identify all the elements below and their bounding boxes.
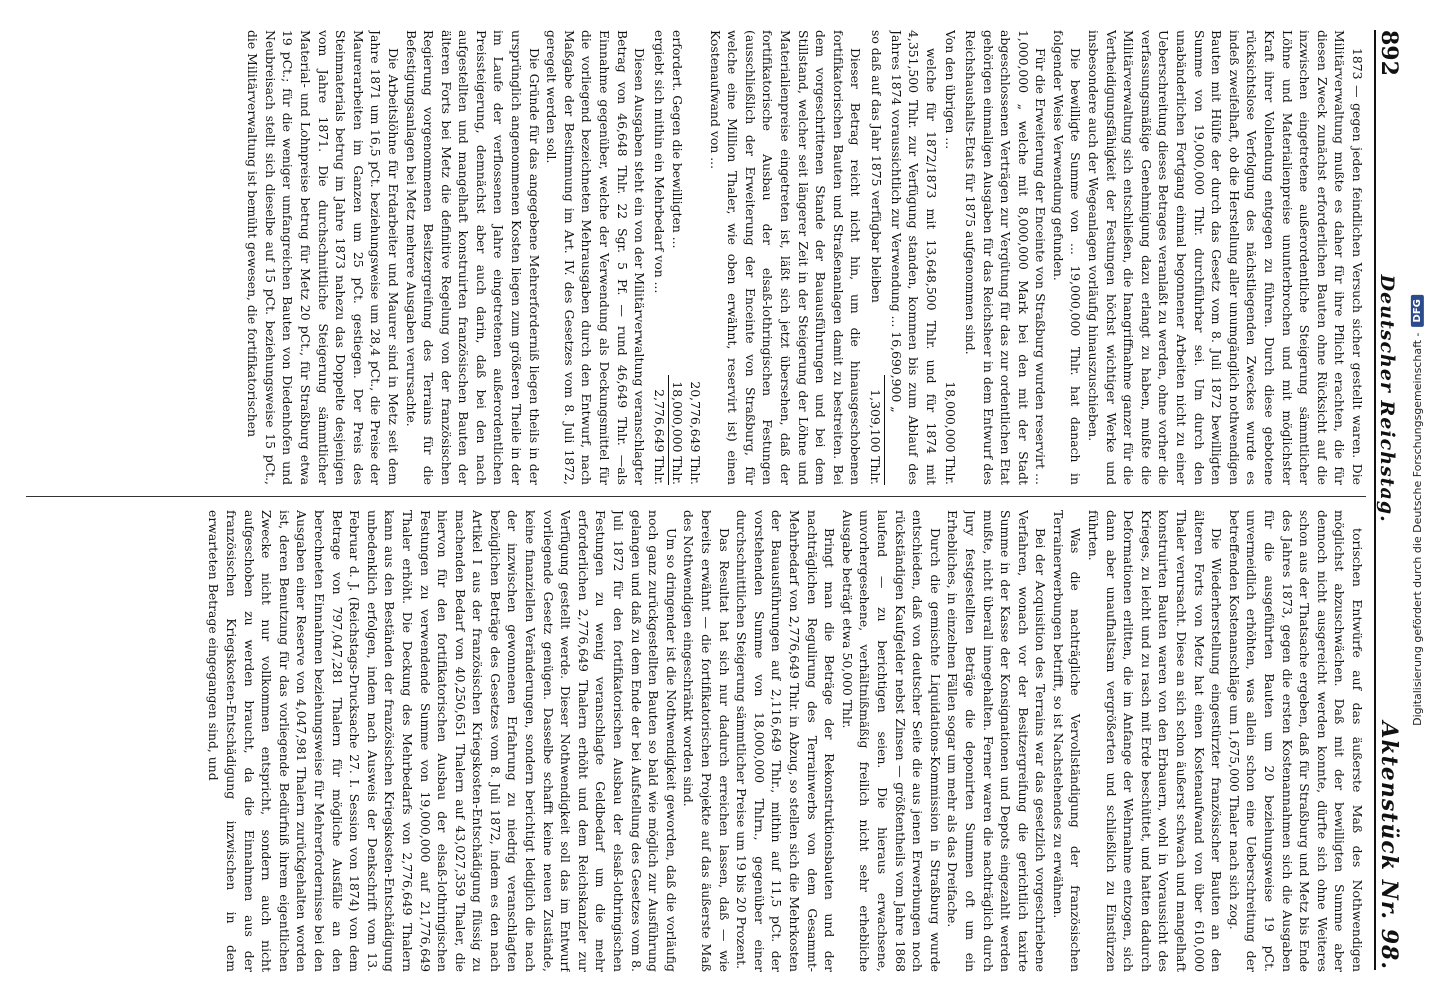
sum-label: ergiebt sich mithin ein Mehrbedarf von ... [651, 30, 667, 294]
sum-value: 18,000,000 Thlr. [943, 381, 959, 485]
sum-block [650, 30, 704, 485]
sum-row [866, 30, 885, 485]
paragraph: torischen Entwürfe auf das äußerste Maß des Nothwendigen möglichst abzuschwächen. Daß mit der bewilligten Summe aber dennoch nicht ausgereicht werden konnte, dürfte sich ohne Weiteres schon aus der Thatsache ergeben, daß für Straßburg und Metz bis Ende des Jahres 1873, gegen die ersten Kostenannahmen sich die Ausgaben für die ausgeführten Bauten um 20 beziehungsweise 19 pCt. unvermeidlich erhöhten, was allein schon eine Ueberschreitung der betreffenden Kostenanschläge um 1,675,000 Thaler nach sich zog. [1226, 510, 1365, 972]
paragraph: Bringt man die Beträge der Rekonstruktionsbauten und der nachträglichen Regulirung des Terrainwerbs von dem Gesammt-Mehrbedarf von 2,776,649 Thlr. in Abzug, so stellen sich die Mehrkosten der Bauausführungen auf 2,116,649 Thlr., mithin auf 11,5 pCt. der vorstehenden Summe von 18,000,000 Thlrn., gegenüber einer durchschnittlichen Steigerung sämmtlicher Preise um 19 bis 20 Prozent. [734, 510, 838, 972]
paragraph: Die Arbeitslöhne für Erdarbeiter und Maurer sind in Metz seit dem Jahre 1871 um 16,5 pCt. beziehungsweise um 28,4 pCt., die Preise der Maurerarbeiten im Ganzen um 25 pCt. gestiegen. Der Preis des Steinmaterials betrug im Jahre 1873 nahezu das Doppelte desjenigen vom Jahre 1871. Die durchschnittliche Steigerung sämmtlicher Material- und Lohnpreise betrug für Metz 20 pCt., für Straßburg etwa 19 pCt.; für die weniger umfangreichen Bauten von Diedenhofen und Neubreisach stellt sich dieselbe auf 15 pCt. beziehungsweise 15 pCt., die Militärverwaltung ist bemüht gewesen, die fortifikatorischen [245, 30, 401, 485]
running-title-right: Aktenstück Nr. 98. [1376, 721, 1402, 970]
paragraph: Das Resultat hat sich nur dadurch erreichen lassen, daß — wie bereits erwähnt — die fortifikatorischen Projekte auf das äußerste Maß des Nothwendigen eingeschränkt worden sind. [681, 510, 732, 972]
paragraph: Durch die gemischte Liquidations-Kommission in Straßburg wurde entschieden, daß von deutscher Seite die aus jenen Erwerbungen noch rückständigen Kaufgelder nebst Zinsen — größtentheils vom Jahre 1868 laufend — zu berichtigen seien. Die hieraus erwachsene, unvorhergesehene, verhältnißmäßig freilich nicht sehr erhebliche Ausgabe beträgt etwa 50,000 Thlr. [839, 510, 943, 972]
paragraph: Bei der Acquisition des Terrains war das gesetzlich vorgeschriebene Verfahren, wonach vor der Besitzergreifung die gerichtlich taxirte Summe in der Kasse der Konsignationen und Depots eingezahlt werden mußte, nicht überall innegehalten. Ferner waren die nachträglich durch Jury festgestellten Beträge die deponirten Summen oft um ein Erhebliches, in einzelnen Fällen sogar um mehr als das Dreifache. [945, 510, 1049, 972]
paragraph: Was die nachträgliche Vervollständigung der französischen Terrainerwerbungen betrifft, so ist Nachstehendes zu erwähnen. [1050, 510, 1084, 972]
sum-value: 20,776,649 Thlr. [688, 381, 704, 485]
sum-value: 2,776,649 Thlr. [651, 389, 667, 485]
page-header [1374, 30, 1410, 970]
text-column-right [26, 510, 1366, 972]
paragraph: Für die Erweiterung der Enceinte von Straßburg wurden reservirt ... 1,000,000 „ welche mit 8,000,000 Mark bei den mit der Stadt abgeschlossenen Verträgen zur Vergütung für das zur ordentlichen Etat gehörigen einmaligen Ausgaben für das Reichsheer in dem Entwurf des Reichshaushalts-Etats für 1875 aufgenommen sind. [962, 30, 1049, 485]
sum-row [668, 30, 687, 485]
sum-row [686, 30, 704, 485]
paragraph: Die Wiederherstellung eingestürzter französischer Bauten an den älteren Forts von Metz hat einen Kostenaufwand von über 610,000 Thaler verursacht. Diese an sich schon äußerst schwach und mangelhaft konstruirten Bauten waren von den Erbauern, wohl in Voraussicht des Krieges, zu leicht und zu rasch mit Erde beschüttet, und hatten dadurch Deformationen erlitten, die im Anfange der Wehrnahme entzogen, sich dann aber unaufhaltsam vergrößerten und schließlich zu Einstürzen führten. [1086, 510, 1225, 972]
watermark-text: Digitalisierung gefördert durch die Deutsche Forschungsgemeinschaft - [1410, 331, 1424, 726]
sum-row [650, 30, 668, 485]
sum-label [686, 30, 704, 367]
sum-block [866, 30, 885, 485]
digitization-watermark [1406, 30, 1428, 990]
paragraph: Die Gründe für das angegebene Mehrerforderniß liegen theils in der ursprünglich angenommenen Kosten liegen zum größeren Theile in der im Laufe der verflossenen Jahre eingetretenen außerordentlichen Preissteigerung, demnächst aber auch darin, daß bei den nach aufgestellten und mangelhaft konstruirten französischen Bauten der älteren Forts bei Metz die definitive Regelung von der französischen Regierung vorgenommenen Besitzergreifung des Terrains für die Befestigungsanlagen bei Metz mehrere Ausgaben verursachte. [403, 30, 542, 485]
sum-label: so daß auf das Jahr 1875 verfügbar bleiben [868, 30, 884, 303]
sum-row [942, 30, 960, 485]
paragraph: Um so dringender ist die Nothwendigkeit geworden, daß die vorläufig noch ganz zurückgestellten Bauten so bald wie möglich zur Ausführung gelangen und daß zu dem Ende der bei Aufstellung des Gesetzes vom 8. Juli 1872 für den fortifikatorischen Ausbau der elsaß-lothringischen Festungen zu wenig veranschlagte Geldbedarf um die mehr erforderlichen 2,776,649 Thalern erhöht und dem Reichskanzler zur Verfügung gestellt werde. Dieser Nothwendigkeit soll das im Entwurf vorliegende Gesetz genügen. Dasselbe schafft keine neuen Zustände, keine finanziellen Veränderungen, sondern berichtigt lediglich die nach der inzwischen gewonnenen Erfahrung zu niedrig veranschlagten bezüglichen Beträge des Gesetzes vom 8. Juli 1872, indem es den nach Artikel I aus der französischen Kriegskosten-Entschädigung flüssig zu machenden Bedarf von 40,250,651 Thalern auf 43,027,359 Thaler, die hiervon für den fortifikatorischen Ausbau der elsaß-lothringischen Festungen zu verwendende Summe von 19,000,000 auf 21,776,649 Thaler erhöht. Die Deckung des Mehrbedarfs von 2,776,649 Thalern kann aus den Beständen der französischen Kriegskosten-Entschädigung unbedenklich erfolgen, indem nach Ausweis der Denkschrift vom 13. Februar d. J. (Reichstags-Drucksache 27. I. Session von 1874) von dem Betrage von 797,047,281 Thalern für mögliche Ausfälle an den berechneten Einnahmen beziehungsweise für Mehrerfordernisse bei den Ausgaben einer Reserve von 4,047,981 Thalern zurückgehalten worden ist, deren Benutzung für das vorliegende Bedürfniß ihrem eigentlichen Zwecke nicht nur vollkommen entspricht, sondern auch nicht aufgeschoben zu werden braucht, da die Einnahmen aus der französischen Kriegskosten-Entschädigung inzwischen in dem erwarteten Betrage eingegangen sind, und [206, 510, 679, 972]
sum-block [942, 30, 960, 485]
text-column-left [26, 30, 1366, 485]
paragraph: Die bewilligte Summe von ... 19,000,000 Thlr. hat danach in folgender Weise Verwendung gefunden. [1050, 30, 1084, 485]
running-title-left: Deutscher Reichstag. [1376, 274, 1398, 523]
paragraph: welche für 1872/1873 mit 13,648,500 Thlr. und für 1874 mit 4,351,500 Thlr. zur Verfügung standen, kommen bis zum Ablauf des Jahres 1874 voraussichtlich zur Verwendung ... 16,690,900 „ [888, 30, 939, 485]
paragraph: Dieser Betrag reicht nicht hin, um die hinausgeschobenen fortifikatorischen Bauten und Straßenanlagen damit zu bestreiten. Bei dem vorgeschrittenen Stande der Bauausführungen und bei dem Stillstand, welcher seit längerer Zeit in der Steigerung der Löhne und Materialienpreise eingetreten ist, läßt sich jetzt übersehen, daß der fortifikatorische Ausbau der elsaß-lothringischen Festungen (ausschließlich der Erweiterung der Enceinte von Straßburg, für welche eine Million Thaler, wie oben erwähnt, reservirt ist) einen Kostenaufwand von ... [707, 30, 864, 485]
sum-value: 18,000,000 Thlr. [668, 375, 687, 485]
paragraph: Diesen Ausgaben steht ein von der Militärverwaltung veranschlagter Betrag von 46,648 Thlr. 22 Sgr. 5 Pf. — rund 46,649 Thlr. —als Einnahme gegenüber, welche der Verwendung als Deckungsmittel für die vorliegend bezeichneten Mehrausgaben durch den Entwurf, nach Maßgabe der Bestimmung im Art. IV. des Gesetzes vom 8. Juli 1872, geregelt werden soll. [544, 30, 648, 485]
dfg-logo: DFG [1411, 295, 1424, 326]
page-number: 892 [1376, 30, 1402, 76]
sum-value: 1,309,100 Thlr. [866, 375, 885, 485]
column-divider [26, 496, 1366, 497]
sum-label: erfordert. Gegen die bewilligten ... [670, 30, 686, 249]
scanned-page [16, 0, 1416, 1000]
paragraph: 1873 — gegen jeden feindlichen Versuch sicher gestellt waren. Die Militärverwaltung mußte es daher für ihre Pflicht erachten, die für diesen Zweck zunächst erforderlichen Bauten ohne Rücksicht auf die inzwischen eingetretene außerordentliche Steigerung sämmtlicher Löhne und Materialienpreise ununterbrochen und mit möglichster Kraft ihrer Vollendung entgegen zu führen. Durch diese gebotene rücksichtslose Verfolgung des nächstliegenden Zweckes wurde es indeß zweifelhaft, ob die Herstellung aller unumgänglich nothwendigen Bauten mit Hülfe der durch das Gesetz vom 8. Juli 1872 bewilligten Summe von 19,000,000 Thlr. durchführbar sei. Um durch den unabänderlichen Fortgang einmal begonnener Arbeiten nicht zu einer Ueberschreitung dieses Betrages veranlaßt zu werden, ohne vorher die verfassungsmäßige Genehmigung dazu erlangt zu haben, mußte die Militärverwaltung sich entschließen, die Inangriffnahme ganzer für die Vertheidigungsfähigkeit der Festungen höchst wichtiger Werke und insbesondere auch der Wegeanlagen vorläufig hinauszuschieben. [1086, 30, 1365, 485]
sum-label: Von den übrigen ... [943, 30, 959, 150]
